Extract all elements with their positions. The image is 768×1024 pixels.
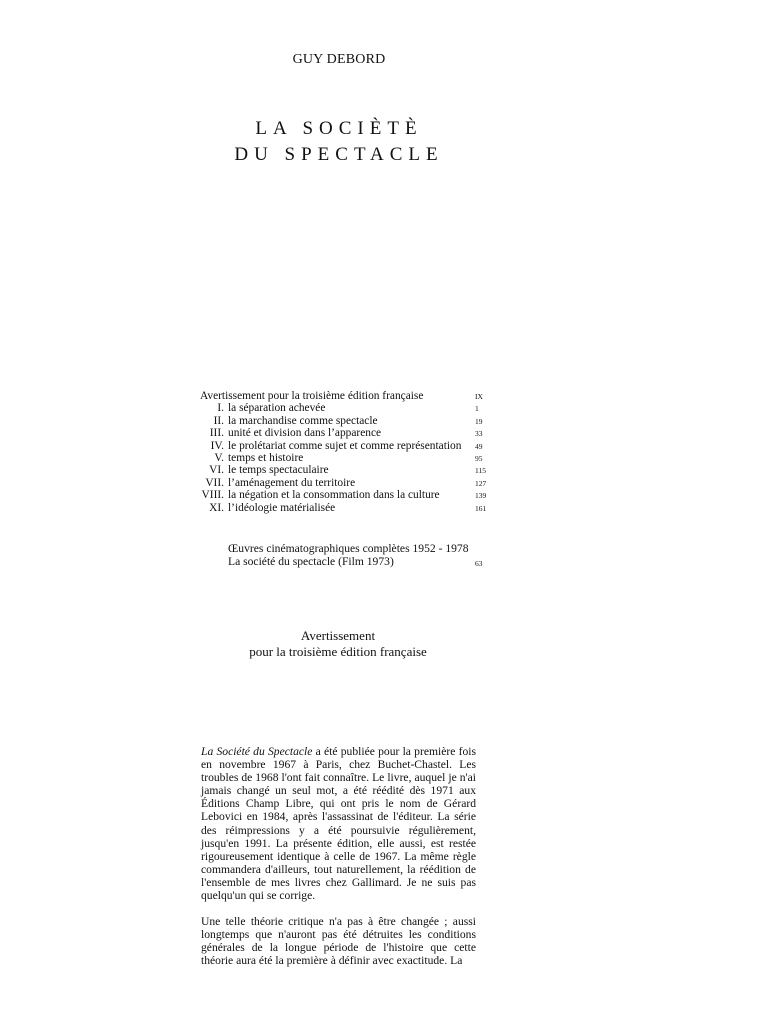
toc-row-chapter[interactable] — [200, 502, 490, 514]
toc-chapter-number: I. — [217, 402, 224, 415]
toc-label: le temps spectaculaire — [228, 464, 329, 477]
toc-chapter-number: VIII. — [201, 489, 224, 502]
toc-page-number: 49 — [475, 441, 483, 451]
oeuvres-film-entry[interactable] — [228, 555, 490, 568]
oeuvres-title-text: Œuvres cinématographiques complètes 1952 - 1978 — [228, 542, 469, 555]
toc-row-chapter[interactable] — [200, 464, 490, 476]
toc-label: Avertissement pour la troisième édition française — [200, 390, 424, 402]
toc-chapter-list — [200, 402, 490, 514]
oeuvres-section — [228, 542, 490, 568]
toc-chapter-number: V. — [214, 451, 224, 464]
oeuvres-page-number: 63 — [475, 559, 483, 568]
toc-chapter-number: III. — [209, 427, 224, 440]
toc-row-chapter[interactable] — [200, 415, 490, 427]
paragraph-1-text: a été publiée pour la première fois en novembre 1967 à Paris, chez Buchet-Chastel. Les troubles de 1968 l'ont fait connaître. Le livre, auquel je n'ai jamais changé un seul mot, a été réédité dès 1971 aux Éditions Champ Libre, qui ont pris le nom de Gérard Lebovici en 1984, après l'assassinat de l'éditeur. La série des réimpressions y a été poursuivie régulièrement, jusqu'en 1991. La présente édition, elle aussi, est restée rigoureusement identique à celle de 1967. La même règle commandera d'ailleurs, tout naturellement, la réédition de l'ensemble de mes livres chez Gallimard. Je ne suis pas quelqu'un qui se corrige. — [201, 745, 476, 903]
toc-label: temps et histoire — [228, 451, 304, 464]
paragraph-1 — [201, 745, 476, 902]
toc-page-number: 19 — [475, 416, 483, 426]
book-title-line-1: LA SOCIÈTÈ — [255, 118, 423, 139]
toc-label: l’idéologie matérialisée — [228, 501, 336, 514]
toc-page-number: 139 — [475, 491, 487, 501]
table-of-contents — [200, 390, 490, 514]
toc-page-number: 95 — [475, 453, 483, 463]
toc-page-number: IX — [475, 392, 483, 401]
toc-page-number: 33 — [475, 429, 483, 439]
toc-chapter-number: VI. — [209, 464, 224, 477]
toc-row-chapter[interactable] — [200, 452, 490, 464]
toc-page-number: 115 — [475, 466, 486, 476]
toc-row-chapter[interactable] — [200, 477, 490, 489]
toc-row-chapter[interactable] — [200, 402, 490, 414]
toc-page-number: 1 — [475, 404, 479, 414]
toc-label: l’aménagement du territoire — [228, 476, 356, 489]
toc-chapter-number: VII. — [205, 476, 224, 489]
section-heading-line-2: pour la troisième édition française — [249, 644, 427, 659]
author-name: GUY DEBORD — [292, 52, 386, 67]
toc-chapter-number: XI. — [209, 501, 224, 514]
toc-row-chapter[interactable] — [200, 427, 490, 439]
body-text — [201, 745, 476, 981]
paragraph-2: Une telle théorie critique n'a pas à être changée ; aussi longtemps que n'auront pas été détruites les conditions générales de la longue période de l'histoire que cette théorie aura été la première à définir avec exactitude. La — [201, 915, 476, 968]
toc-chapter-number: II. — [213, 414, 224, 427]
oeuvres-title — [228, 542, 490, 555]
toc-label: la négation et la consommation dans la culture — [228, 489, 440, 502]
book-title — [0, 116, 678, 168]
toc-page-number: 127 — [475, 478, 487, 488]
toc-label: le prolétariat comme sujet et comme représentation — [228, 439, 462, 452]
oeuvres-film-label: La société du spectacle (Film 1973) — [228, 555, 394, 568]
toc-row-preface[interactable] — [200, 390, 490, 402]
toc-label: unité et division dans l’apparence — [228, 427, 382, 440]
book-title-italic: La Société du Spectacle — [201, 745, 313, 758]
toc-row-chapter[interactable] — [200, 440, 490, 452]
toc-label: la marchandise comme spectacle — [228, 414, 378, 427]
book-title-line-2: DU SPECTACLE — [234, 144, 444, 165]
toc-label: la séparation achevée — [228, 402, 326, 415]
section-heading — [200, 628, 476, 660]
toc-page-number: 161 — [475, 503, 487, 513]
toc-chapter-number: IV. — [210, 439, 224, 452]
toc-row-chapter[interactable] — [200, 489, 490, 501]
section-heading-line-1: Avertissement — [300, 628, 376, 643]
